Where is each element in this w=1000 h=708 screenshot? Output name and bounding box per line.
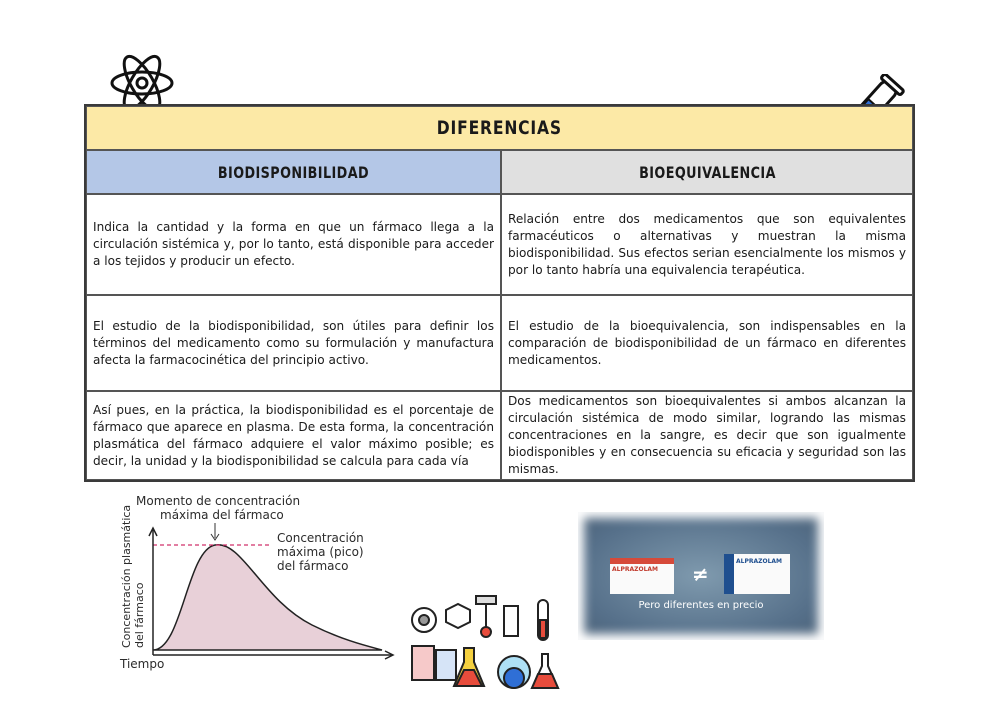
y-axis-label-1: Concentración plasmática: [120, 504, 133, 648]
header-bioequivalencia: [501, 150, 913, 194]
drug-box-left-label: ALPRAZOLAM: [612, 566, 659, 573]
figure-top-label-2: máxima del fármaco: [160, 508, 284, 522]
table-cell: [86, 194, 501, 295]
table-cell: [501, 194, 913, 295]
peak-label-2: máxima (pico): [277, 545, 364, 559]
cell-text: Dos medicamentos son bioequivalentes si ambos alcanzan la circulación sistémica de modo similar, logrando las mismas concentraciones en la sangre, es decir que son igualmente biodisponibles y en consecuencia su eficacia y seguridad son las mismas.: [508, 394, 906, 476]
photo-caption: Pero diferentes en precio: [638, 600, 764, 611]
cell-text: Indica la cantidad y la forma en que un fármaco llega a la circulación sistémica y, por lo tanto, está disponible para acceder a los tejidos y producir un efecto.: [93, 220, 494, 268]
table-cell: [86, 391, 501, 480]
cell-text: El estudio de la biodisponibilidad, son útiles para definir los términos del medicamento como su formulación y manufactura afecta la farmacocinética del principio activo.: [93, 318, 494, 367]
peak-label-1: Concentración: [277, 531, 364, 545]
x-axis-label: Tiempo: [120, 657, 165, 671]
table-cell: [86, 295, 501, 391]
figure-top-label-1: Momento de concentración: [136, 494, 301, 508]
cell-text: El estudio de la bioequivalencia, son indispensables en la comparación de biodisponibilidad de un fármaco en diferentes medicamentos.: [508, 318, 906, 367]
not-equal-icon: ≠: [692, 562, 709, 586]
medication-comparison-photo: [578, 512, 824, 640]
header-biodisponibilidad: [86, 150, 501, 194]
header-bioequivalencia-label: BIOEQUIVALENCIA: [638, 162, 776, 182]
peak-label-3: del fármaco: [277, 559, 349, 573]
header-biodisponibilidad-label: BIODISPONIBILIDAD: [217, 162, 370, 182]
lab-glassware-illustration: [404, 590, 570, 698]
table-title: DIFERENCIAS: [436, 117, 563, 139]
y-axis-label-2: del fármaco: [133, 582, 146, 648]
drug-box-right-label: ALPRAZOLAM: [736, 558, 783, 565]
drug-box-left: [610, 558, 674, 594]
concentration-curve-figure: [112, 490, 402, 680]
table-cell: [501, 295, 913, 391]
table-cell: [501, 391, 913, 480]
cell-text: Relación entre dos medicamentos que son equivalentes farmacéuticos o alternativas y muestran la misma biodisponibilidad. Sus efectos serian esencialmente los mismos y por lo tanto habría una equivalencia terapéutica.: [508, 211, 906, 277]
drug-box-right: [724, 554, 790, 594]
table-title-cell: [86, 106, 913, 150]
cell-text: Así pues, en la práctica, la biodisponibilidad es el porcentaje de fármaco que aparece en plasma. De esta forma, la concentración plasmática del fármaco adquiere el valor máximo posible; es decir, la unidad y la biodisponibilidad se calcula para cada vía: [93, 402, 494, 468]
comparison-table: [84, 104, 915, 482]
